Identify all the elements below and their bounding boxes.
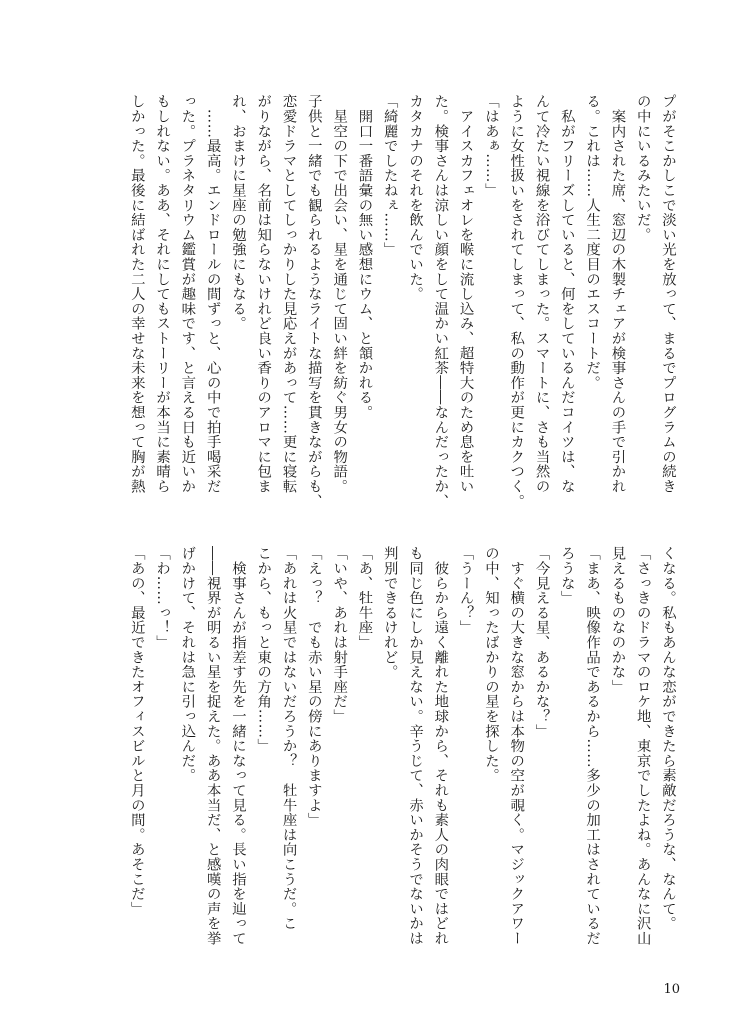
text-line: アイスカフェオレを喉に流し込み、超特大のため息を吐い	[457, 94, 474, 494]
text-line: 「さっきのドラマのロケ地、東京でしたよね。あんなに沢山	[634, 546, 651, 946]
text-line: もしれない。ああ、それにしてもストーリーが本当に素晴ら	[154, 94, 171, 494]
text-line: た。検事さんは涼しい顔をして温かい紅茶――なんだったか、	[432, 94, 449, 509]
text-line: る。これは……人生二度目のエスコートだ。	[584, 94, 601, 390]
text-line: の中、知ったばかりの星を探した。	[482, 546, 499, 783]
text-line: くなる。私もあんな恋ができたら素敵だろうな、なんて。	[660, 546, 676, 931]
text-line: 「はあぁ……」	[482, 94, 499, 198]
text-line: 「まあ、映像作品であるから……多少の加工はされているだ	[584, 546, 601, 946]
text-line: 「あの、最近できたオフィスビルと月の間。あそこだ」	[128, 546, 145, 916]
text-line: ……最高。エンドロールの間ずっと、心の中で拍手喝采だ	[204, 94, 221, 494]
text-line: 「綺麗でしたねぇ……」	[381, 94, 398, 257]
text-line: ろうな」	[558, 546, 575, 606]
text-line: った。プラネタリウム鑑賞が趣味です、と言える日も近いか	[179, 94, 196, 494]
text-line: 開口一番語彙の無い感想にウム、と頷かれる。	[356, 94, 373, 420]
text-line: プがそこかしこで淡い光を放って、まるでプログラムの続き	[660, 94, 676, 494]
text-line: 私がフリーズしていると、何をしているんだコイツは、な	[558, 94, 575, 494]
text-line: 検事さんが指差す先を一緒になって見る。長い指を辿って	[229, 546, 246, 946]
text-line: 「あ、牡牛座」	[356, 546, 373, 650]
text-line: 「あれは火星ではないだろうか？ 牡牛座は向こうだ。こ	[280, 546, 297, 931]
text-line: 恋愛ドラマとしてしっかりした見応えがあって……更に寝転	[280, 94, 297, 494]
text-line: 案内された席、窓辺の木製チェアが検事さんの手で引かれ	[609, 94, 626, 494]
text-line: 子供と一緒でも観られるようなライトな描写を貫きながらも、	[305, 94, 322, 509]
text-line: げかけて、それは急に引っ込んだ。	[179, 546, 196, 783]
text-line: 「わ……っ！」	[154, 546, 171, 650]
text-line: 判別できるけれど。	[381, 546, 398, 680]
text-line: カタカナのそれを飲んでいた。	[407, 94, 424, 302]
text-line: 見えるものなのかな」	[609, 546, 626, 694]
text-line: んて冷たい視線を浴びてしまった。スマートに、さも当然の	[533, 94, 550, 494]
text-line: ――視界が明るい星を捉えた。ああ本当だ、と感嘆の声を挙	[204, 546, 221, 946]
text-line: の中にいるみたいだ。	[634, 94, 651, 242]
text-line: すぐ横の大きな窓からは本物の空が覗く。マジックアワー	[508, 546, 525, 946]
text-line: 彼らから遠く離れた地球から、それも素人の肉眼ではどれ	[432, 546, 449, 946]
text-line: ように女性扱いをされてしまって、私の動作が更にカクつく。	[508, 94, 525, 509]
text-line: こから、もっと東の方角……」	[255, 546, 272, 754]
text-line: 「えっ？ でも赤い星の傍にありますよ」	[305, 546, 322, 828]
text-line: も同じ色にしか見えない。辛うじて、赤いかそうでないかは	[407, 546, 424, 946]
text-block-lower	[128, 546, 680, 964]
text-line: がりながら、名前は知らないけれど良い香りのアロマに包ま	[255, 94, 272, 494]
page-number: 10	[663, 982, 680, 997]
text-line: 「うーん？」	[457, 546, 474, 635]
text-line: 星空の下で出会い、星を通じて固い絆を紡ぐ男女の物語。	[331, 94, 348, 494]
text-line: しかった。最後に結ばれた二人の幸せな未来を想って胸が熱	[128, 94, 145, 494]
text-block-upper	[104, 94, 680, 510]
text-line: 「いや、あれは射手座だ」	[331, 546, 348, 724]
text-line: れ、おまけに星座の勉強にもなる。	[229, 94, 246, 331]
text-line: 「今見える星、あるかな？」	[533, 546, 550, 739]
